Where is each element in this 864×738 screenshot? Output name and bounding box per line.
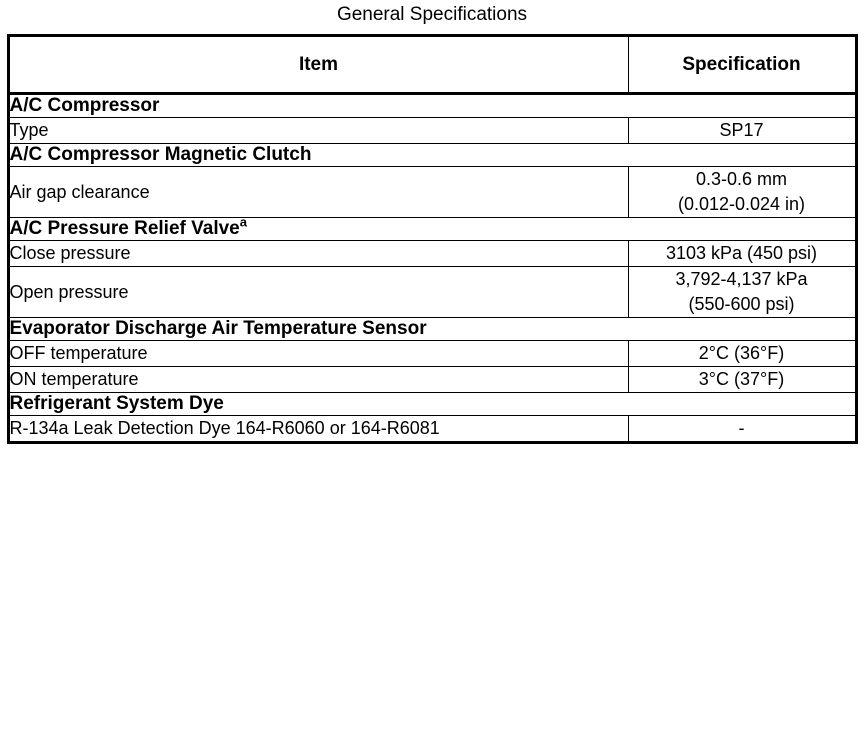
value-line-2: (0.012-0.024 in) xyxy=(677,194,806,214)
value-line-1: 3,792-4,137 kPa xyxy=(675,269,808,289)
value-line-2: (550-600 psi) xyxy=(688,294,795,314)
row-specification-value xyxy=(628,167,856,218)
column-header-specification: Specification xyxy=(628,36,856,94)
row-item-label: Air gap clearance xyxy=(8,167,628,218)
row-specification-value xyxy=(628,118,856,144)
row-specification-value xyxy=(628,416,856,443)
page-title: General Specifications xyxy=(336,4,528,25)
table-row xyxy=(8,167,856,218)
table-row xyxy=(8,367,856,393)
section-title: Evaporator Discharge Air Temperature Sensor xyxy=(8,318,856,341)
row-item-label: Close pressure xyxy=(8,241,628,267)
section-title: Refrigerant System Dye xyxy=(8,393,856,416)
row-specification-value xyxy=(628,267,856,318)
table-body xyxy=(8,94,856,443)
row-item-label: R-134a Leak Detection Dye 164-R6060 or 164-R6081 xyxy=(8,416,628,443)
value-line-1: 0.3-0.6 mm xyxy=(695,169,788,189)
footnote-marker: a xyxy=(239,214,247,230)
general-specifications-table xyxy=(7,34,858,444)
section-title: A/C Compressor xyxy=(8,94,856,118)
table-row xyxy=(8,241,856,267)
table-row xyxy=(8,267,856,318)
column-header-item: Item xyxy=(8,36,628,94)
row-specification-value xyxy=(628,341,856,367)
row-item-label: Type xyxy=(8,118,628,144)
row-specification-value xyxy=(628,367,856,393)
value-line-1: 3°C (37°F) xyxy=(698,369,785,389)
table-section-row xyxy=(8,393,856,416)
table-header-row xyxy=(8,36,856,94)
table-row xyxy=(8,341,856,367)
row-item-label: ON temperature xyxy=(8,367,628,393)
value-line-1: SP17 xyxy=(719,120,764,140)
section-title: A/C Compressor Magnetic Clutch xyxy=(8,144,856,167)
section-title: A/C Pressure Relief Valve$^a$ xyxy=(8,218,856,241)
value-line-1: 3103 kPa (450 psi) xyxy=(665,243,818,263)
table-section-row xyxy=(8,318,856,341)
value-line-1: - xyxy=(738,418,745,438)
table-row xyxy=(8,118,856,144)
value-line-1: 2°C (36°F) xyxy=(698,343,785,363)
row-specification-value xyxy=(628,241,856,267)
table-section-row xyxy=(8,144,856,167)
table-section-row xyxy=(8,218,856,241)
row-item-label: OFF temperature xyxy=(8,341,628,367)
row-item-label: Open pressure xyxy=(8,267,628,318)
table-section-row xyxy=(8,94,856,118)
table-row xyxy=(8,416,856,443)
